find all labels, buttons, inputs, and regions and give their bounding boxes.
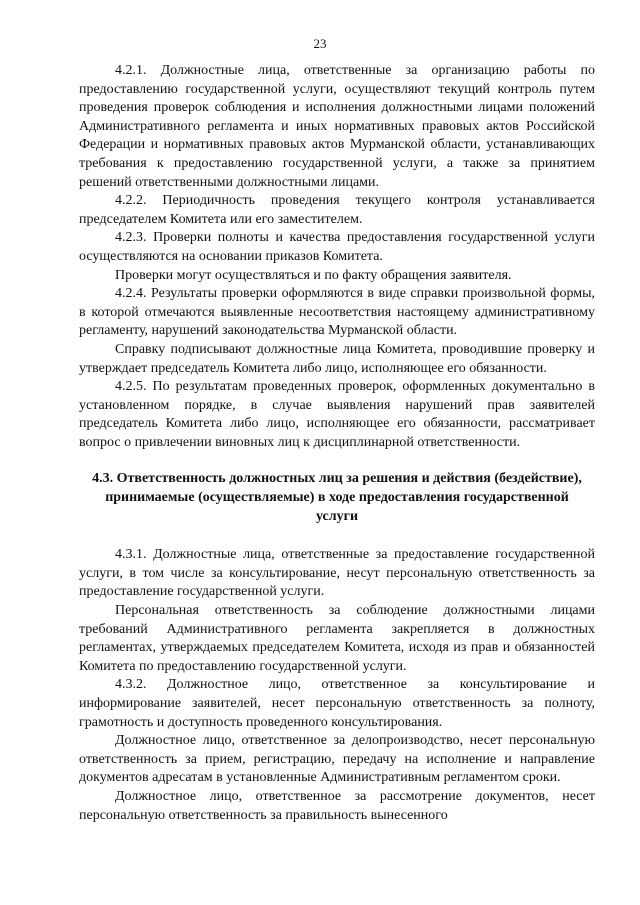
paragraph-personal-responsibility: Персональная ответственность за соблюдение должностными лицами требований Административного регламента закрепляется в должностных регламентах, утверждаемых председателем Комитета, исходя из прав и обязанностей Комитета по предоставлению государственной услуги.: [79, 603, 595, 674]
paragraph-4-3-1: 4.3.1. Должностные лица, ответственные за предоставление государственной услуги, в том числе за консультирование, несут персональную ответственность за предоставление государственной услуги.: [79, 547, 595, 600]
paragraph-4-2-2: 4.2.2. Периодичность проведения текущего контроля устанавливается председателем Комитета или его заместителем.: [79, 193, 595, 227]
paragraph-4-3-2: 4.3.2. Должностное лицо, ответственное за консультирование и информирование заявителей, несет персональную ответственность за полноту, грамотность и доступность проведенного консультирования.: [79, 677, 595, 730]
page-number: 23: [313, 36, 327, 51]
paragraph-4-2-1: 4.2.1. Должностные лица, ответственные за организацию работы по предоставлению государственной услуги, осуществляют текущий контроль путем проведения проверок соблюдения и исполнения должностными лицами положений Административного регламента и иных нормативных правовых актов Российской Федерации и нормативных правовых актов Мурманской области, устанавливающих требования к предоставлению государственной услуги, а также за принятием решений ответственными должностными лицами.: [79, 63, 595, 190]
document-body: [79, 62, 595, 825]
paragraph-report-signing: Справку подписывают должностные лица Комитета, проводившие проверку и утверждает председатель Комитета либо лицо, исполняющее его обязанности.: [79, 341, 595, 376]
paragraph-document-review-officer: Должностное лицо, ответственное за рассмотрение документов, несет персональную ответственность за правильность вынесенного: [79, 788, 595, 823]
paragraph-inspections-on-request: Проверки могут осуществляться и по факту обращения заявителя.: [115, 267, 512, 283]
paragraph-records-officer: Должностное лицо, ответственное за делопроизводство, несет персональную ответственность за прием, регистрацию, передачу на исполнение и направление документов адресатам в установленные Административным регламентом сроки.: [79, 733, 595, 786]
paragraph-4-2-5: 4.2.5. По результатам проведенных проверок, оформленных документально в установленном порядке, в случае выявления нарушений прав заявителей председатель Комитета либо лицо, исполняющее его обязанности, рассматривает вопрос о привлечении виновных лиц к дисциплинарной ответственности.: [79, 379, 595, 450]
paragraph-4-2-4: 4.2.4. Результаты проверки оформляются в виде справки произвольной формы, в которой отмечаются выявленные несоответствия настоящему административному регламенту, нарушений законодательства Мурманской области.: [79, 286, 595, 339]
paragraph-4-2-3: 4.2.3. Проверки полноты и качества предоставления государственной услуги осуществляются на основании приказов Комитета.: [79, 230, 595, 264]
section-heading-4-3: 4.3. Ответственность должностных лиц за решения и действия (бездействие), принимаемые (осуществляемые) в ходе предоставления государственной услуги: [92, 471, 582, 524]
